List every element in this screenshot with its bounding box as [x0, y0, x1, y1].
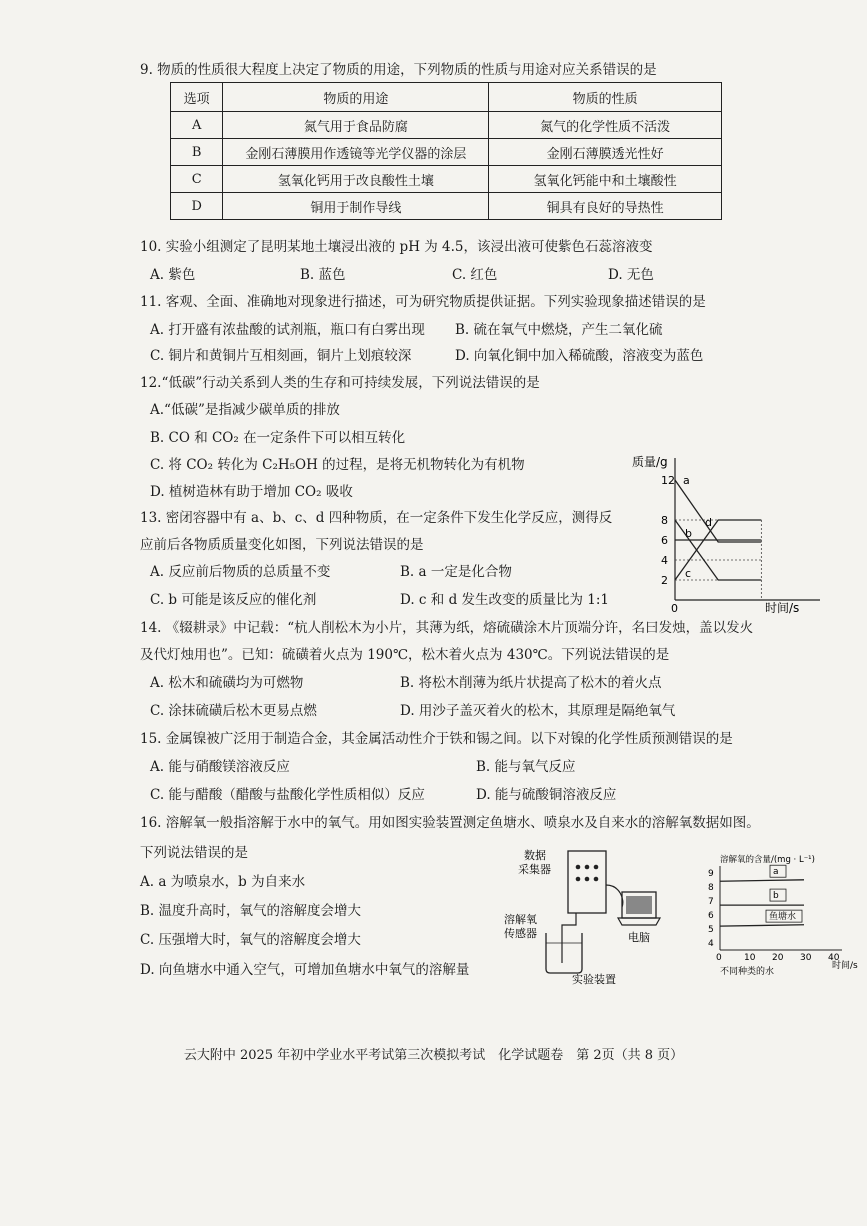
page-footer: 云大附中 2025 年初中学业水平考试第三次模拟考试 化学试题卷 第 2页（共 8 页）: [183, 1048, 684, 1063]
series-label-c: c: [685, 567, 692, 580]
y-tick-label: 8: [661, 514, 668, 527]
series-label-鱼塘水: 鱼塘水: [769, 912, 797, 923]
table-header-cell: 物质的性质: [489, 83, 722, 112]
table-header-row: [171, 83, 722, 112]
q13-stem-line-1: 13. 密闭容器中有 a、b、c、d 四种物质，在一定条件下发生化学反应，测得反: [140, 510, 613, 526]
q16-option-d: D. 向鱼塘水中通入空气，可增加鱼塘水中氧气的溶解量: [140, 962, 470, 978]
x-tick-label: 30: [800, 953, 812, 963]
beaker-icon: [546, 933, 582, 973]
q15-option-a: A. 能与硝酸镁溶液反应: [150, 759, 290, 775]
q14-option-c: C. 涂抹硫磺后松木更易点燃: [150, 703, 317, 719]
q13-option-a: A. 反应前后物质的总质量不变: [150, 564, 331, 580]
table-cell: 氢氧化钙用于改良酸性土壤: [223, 166, 489, 193]
q13-mass-time-chart: [620, 450, 830, 615]
q11-option-d: D. 向氧化铜中加入稀硫酸，溶液变为蓝色: [455, 348, 704, 364]
q11-option-c: C. 铜片和黄铜片互相刻画，铜片上划痕较深: [150, 348, 412, 364]
q10-stem: 10. 实验小组测定了昆明某地土壤浸出液的 pH 为 4.5，该浸出液可使紫色石蕊溶液变: [140, 239, 653, 255]
q14-option-d: D. 用沙子盖灭着火的松木，其原理是隔绝氧气: [400, 703, 676, 719]
y-tick-label: 8: [708, 882, 714, 893]
table-cell: 氢氧化钙能中和土壤酸性: [489, 166, 722, 193]
q14-stem-line-1: 14. 《辍耕录》中记载：“杭人削松木为小片，其薄为纸，熔硫磺涂木片顶端分许，名曰发烛，盖以发火: [140, 620, 754, 636]
series-label-a: a: [683, 474, 690, 487]
q10-option-a: A. 紫色: [150, 267, 196, 283]
x-tick-label: 0: [716, 953, 722, 963]
q12-option-c: C. 将 CO₂ 转化为 C₂H₅OH 的过程，是将无机物转化为有机物: [150, 457, 525, 473]
table-row: [171, 166, 722, 193]
table-row: [171, 112, 722, 139]
y-tick-label: 6: [661, 534, 668, 547]
table-row: [171, 139, 722, 166]
series-label-b: b: [773, 891, 779, 902]
collector-label-1: 数据: [524, 849, 546, 862]
table-cell: A: [171, 112, 223, 139]
q14-option-b: B. 将松木削薄为纸片状提高了松木的着火点: [400, 675, 662, 691]
y-tick-label: 12: [661, 474, 675, 487]
q14-stem-line-2: 及代灯烛用也”。已知：硫磺着火点为 190℃，松木着火点为 430℃。下列说法错误的是: [140, 647, 670, 663]
q10-option-c: C. 红色: [452, 267, 498, 283]
q16-dissolved-oxygen-chart: [700, 850, 860, 980]
x-tick-label: 40: [828, 953, 840, 963]
table-cell: 氮气用于食品防腐: [223, 112, 489, 139]
q15-option-c: C. 能与醋酸（醋酸与盐酸化学性质相似）反应: [150, 787, 425, 803]
q16-option-b: B. 温度升高时，氧气的溶解度会增大: [140, 903, 362, 919]
apparatus-caption: 实验装置: [572, 973, 616, 985]
q11-option-b: B. 硫在氧气中燃烧，产生二氧化硫: [455, 322, 663, 338]
q14-option-a: A. 松木和硫磺均为可燃物: [150, 675, 304, 691]
table-cell: 金刚石薄膜用作透镜等光学仪器的涂层: [223, 139, 489, 166]
x-tick-label: 10: [744, 953, 756, 963]
chart-caption: 不同种类的水: [720, 967, 775, 977]
series-label-d: d: [705, 516, 712, 529]
y-tick-label: 4: [708, 938, 714, 949]
x-tick-label: 20: [772, 953, 784, 963]
table-cell: D: [171, 193, 223, 220]
q12-option-b: B. CO 和 CO₂ 在一定条件下可以相互转化: [150, 430, 406, 446]
q16-option-c: C. 压强增大时，氧气的溶解度会增大: [140, 932, 361, 948]
q13-option-c: C. b 可能是该反应的催化剂: [150, 592, 317, 608]
q12-option-d: D. 植树造林有助于增加 CO₂ 吸收: [150, 484, 353, 500]
q11-option-a: A. 打开盛有浓盐酸的试剂瓶，瓶口有白雾出现: [150, 322, 425, 338]
q12-option-a: A.“低碳”是指减少碳单质的排放: [150, 402, 340, 418]
y-tick-label: 9: [708, 868, 714, 879]
q9-stem: 9. 物质的性质很大程度上决定了物质的用途，下列物质的性质与用途对应关系错误的是: [140, 62, 657, 78]
q15-stem: 15. 金属镍被广泛用于制造合金，其金属活动性介于铁和锡之间。以下对镍的化学性质预测错误的是: [140, 731, 733, 747]
q13-option-d: D. c 和 d 发生改变的质量比为 1:1: [400, 592, 610, 608]
y-tick-label: 7: [708, 896, 714, 907]
sensor-label-2: 传感器: [504, 927, 537, 940]
q16-stem-line-2: 下列说法错误的是: [140, 845, 248, 861]
q11-stem: 11. 客观、全面、准确地对现象进行描述，可为研究物质提供证据。下列实验现象描述错误的是: [140, 294, 706, 310]
q15-option-b: B. 能与氧气反应: [476, 759, 576, 775]
computer-label: 电脑: [628, 931, 650, 944]
y-axis-label: 质量/g: [632, 455, 668, 469]
table-cell: B: [171, 139, 223, 166]
table-header-cell: 物质的用途: [223, 83, 489, 112]
q16-apparatus-diagram: [500, 845, 690, 985]
sensor-label-1: 溶解氧: [504, 913, 537, 926]
table-cell: 铜用于制作导线: [223, 193, 489, 220]
collector-label-2: 采集器: [518, 863, 551, 876]
table-header-cell: 选项: [171, 83, 223, 112]
chart-title: 溶解氧的含量/(mg · L⁻¹): [720, 855, 815, 865]
series-label-a: a: [773, 867, 779, 878]
series-line-鱼塘水: [720, 925, 804, 926]
series-label-b: b: [685, 527, 692, 540]
table-cell: 金刚石薄膜透光性好: [489, 139, 722, 166]
series-line-a: [720, 880, 804, 881]
y-tick-label: 6: [708, 910, 714, 921]
data-collector-box: [568, 851, 606, 913]
q10-option-d: D. 无色: [608, 267, 654, 283]
table-cell: C: [171, 166, 223, 193]
q16-stem-line-1: 16. 溶解氧一般指溶解于水中的氧气。用如图实验装置测定鱼塘水、喷泉水及自来水的溶解氧数据如图。: [140, 815, 760, 831]
x-axis-label: 时间/s: [765, 601, 800, 615]
q12-stem: 12.“低碳”行动关系到人类的生存和可持续发展，下列说法错误的是: [140, 375, 540, 391]
origin-label: 0: [671, 602, 678, 615]
x-axis-label: 时间/s: [832, 961, 858, 971]
q15-option-d: D. 能与硫酸铜溶液反应: [476, 787, 617, 803]
y-tick-label: 4: [661, 554, 668, 567]
q13-option-b: B. a 一定是化合物: [400, 564, 512, 580]
q13-stem-line-2: 应前后各物质质量变化如图，下列说法错误的是: [140, 537, 424, 553]
q16-option-a: A. a 为喷泉水，b 为自来水: [140, 874, 306, 890]
y-tick-label: 5: [708, 924, 714, 935]
table-cell: 铜具有良好的导热性: [489, 193, 722, 220]
q9-table: [170, 82, 722, 220]
q10-option-b: B. 蓝色: [300, 267, 346, 283]
y-tick-label: 2: [661, 574, 668, 587]
table-cell: 氮气的化学性质不活泼: [489, 112, 722, 139]
table-row: [171, 193, 722, 220]
